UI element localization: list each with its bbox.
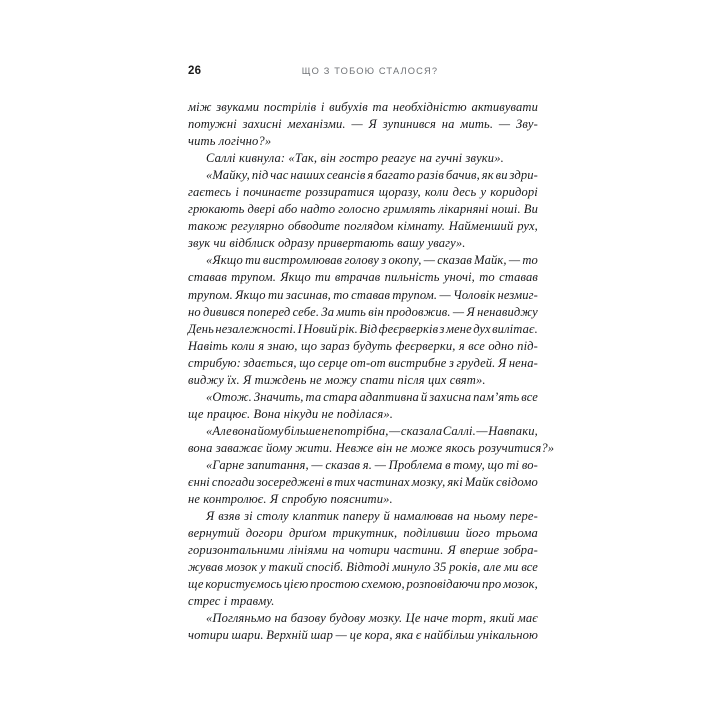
text-line: чотири шари. Верхній шар — це кора, яка є найбільш унікальною — [188, 628, 538, 643]
running-title: ЩО З ТОБОЮ СТАЛОСЯ? — [301, 66, 439, 76]
text-line: «Але вона йому більше не потрібна, — сказала Саллі. — Навпаки, — [206, 423, 538, 438]
text-line: не контролює. Я спробую пояснити». — [188, 492, 393, 507]
text-line: гаєтесь і починаєте роззиратися щоразу, коли десь у коридорі — [188, 185, 538, 200]
text-line: горизонтальними лініями на чотири частини. Я вперше зобра- — [188, 543, 538, 558]
text-line: грюкають двері або надто голосно гримлять лікарняні ноші. Ви — [188, 202, 538, 217]
text-line: Саллі кивнула: «Так, він гостро реагує на гучні звуки». — [206, 151, 504, 166]
text-line: також регулярно обводите поглядом кімнату. Найменший рух, — [188, 219, 538, 234]
text-line: виджу їх. Я тиждень не можу спати після цих свят». — [188, 372, 486, 387]
body-text-block — [188, 99, 555, 645]
text-line: стрес і травму. — [188, 594, 275, 609]
text-line: «Майку, під час наших сеансів я багато разів бачив, як ви здри- — [206, 168, 538, 183]
text-line: «Гарне запитання, — сказав я. — Проблема в тому, що ті во- — [206, 457, 538, 472]
page-number: 26 — [188, 65, 202, 77]
text-line: ще працює. Вона нікуди не поділася». — [188, 406, 393, 421]
text-line: звук чи відблиск одразу привертають вашу увагу». — [188, 236, 466, 251]
text-line: потужні захисні механізми. — Я зупинився на мить. — Зву- — [188, 117, 538, 132]
text-line: «Погляньмо на базову будову мозку. Це наче торт, який має — [206, 611, 538, 626]
text-line: між звуками пострілів і вибухів та необхідністю активувати — [188, 100, 538, 114]
text-line: жував мозок у такий спосіб. Відтоді минуло 35 років, але ми все — [188, 560, 538, 575]
text-line: Я взяв зі столу клаптик паперу й намалював на ньому пере- — [206, 509, 538, 524]
text-line: но дивився поперед себе. За мить він продовжив. — Я ненавиджу — [188, 304, 538, 319]
text-line: «Якщо ти вистромлював голову з окопу, — сказав Майк, — то — [206, 253, 538, 268]
text-line: вона заважає йому жити. Невже він не може якось розучитися?» — [188, 440, 555, 455]
text-line: ще користуємось цією простою схемою, розповідаючи про мозок, — [188, 577, 538, 592]
text-line: «Отож. Значить, та стара адаптивна й захисна пам’ять все — [206, 389, 538, 404]
text-line: Навіть коли я знаю, що зараз будуть феєрверки, я все одно під- — [188, 338, 538, 353]
text-line: стрибую: здається, що серце от-от вистрибне з грудей. Я нена- — [188, 355, 538, 370]
running-head — [188, 62, 538, 80]
text-line: вернутий догори дриґом трикутник, поділивши його трьома — [188, 526, 538, 541]
text-line: чить логічно?» — [188, 134, 272, 149]
text-line: єнні спогади зосереджені в тих частинах мозку, які Майк свідомо — [188, 475, 538, 490]
text-line: ставав трупом. Якщо ти втрачав пильність уночі, то ставав — [188, 270, 538, 285]
text-line: трупом. Якщо ти засинав, то ставав трупом. — Чоловік незмиг- — [188, 287, 538, 302]
text-line: День незалежності. І Новий рік. Від феєрверків з мене дух вилітає. — [188, 321, 538, 336]
